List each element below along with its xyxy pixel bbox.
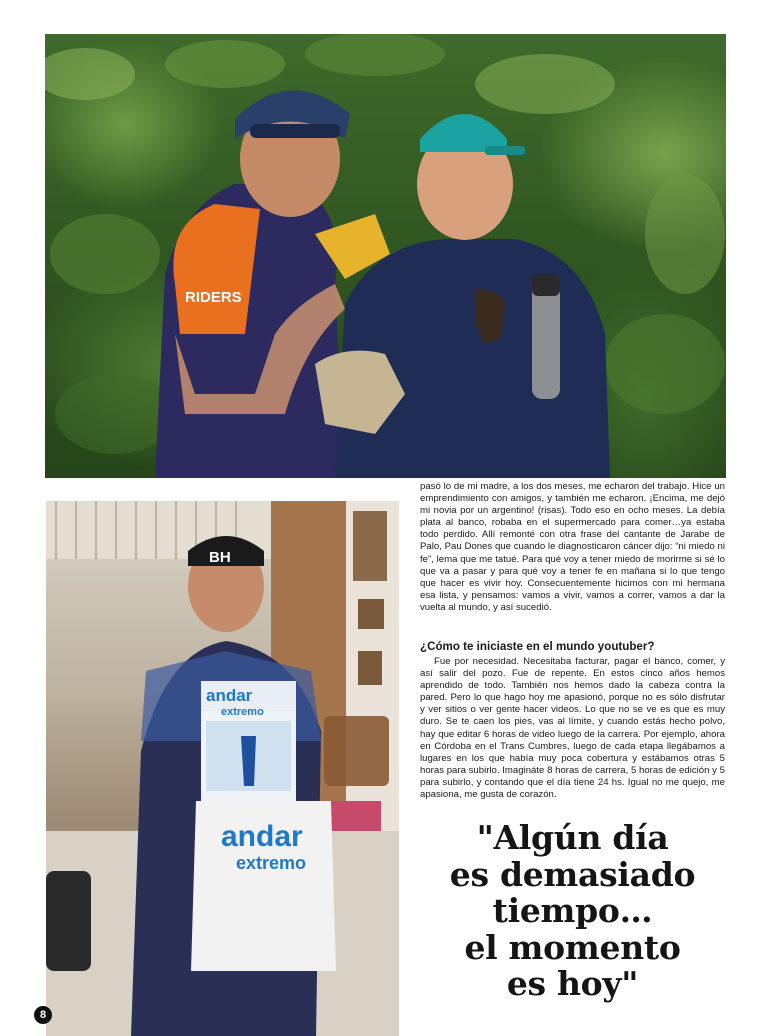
pull-quote: [420, 820, 725, 1003]
article-paragraph-text: pasó lo de mi madre, a los dos meses, me echaron del trabajo. Hice un emprendimiento con amigos, y también me echaron. ¡Encima, me dejó mi novia por un argentino! (risas). Todo eso en ocho meses. La debía plata al banco, robaba en el supermercado para comer…ya estaba todo perdido. Allí remonté con otra frase del cantante de Jarabe de Palo, Pau Dones que cuando le diagnosticaron cáncer dijo: “ni miedo ni fe”, lema que me tatué. Para qué voy a tener miedo de morirme si sé lo que va a pasar y para qué voy a tener fe en mañana si lo que tengo que hacer es vivir hoy. Consecuentemente hicimos con mi hermana esa lista, y pensamos: vamos a vivir, vamos a correr, vamos a dar la vuelta al mundo, y así sucedió.: [420, 481, 725, 613]
pull-quote-line: es hoy": [506, 964, 639, 1003]
photo-magazine-shirt: [46, 501, 399, 1036]
photo-magazine-shirt-illustration: [46, 501, 399, 1036]
pull-quote-line: "Algún día: [476, 818, 669, 857]
page-number: 8: [34, 1006, 52, 1024]
cap-text: BH: [209, 549, 231, 566]
magazine-title-2: extremo: [221, 706, 264, 718]
pull-quote-line: tiempo…: [492, 891, 653, 930]
pull-quote-line: es demasiado: [449, 854, 696, 894]
shirt-text-2: extremo: [236, 853, 307, 873]
interview-answer-text: Fue por necesidad. Necesitaba facturar, pagar el banco, comer, y así salir del pozo. Fue de repente. En estos cinco años hemos aprendido de todo. También nos hemos dado la cabeza contra la pared. Pero lo que hago hoy me apasionó, porque no es sólo disfrutar y ver sitios o ver gente hacer videos. Lo que no se ve es que es muy duro. Se te caen los pies, vas al límite, y cuando estás hecho polvo, hay que editar 6 horas de video luego de la carrera. Por ejemplo, ahora en Córdoba en el Trans Cumbres, luego de cada etapa llegábamos a lugares en los que había muy poca cobertura y estábamos otras 5 horas para subirlo. Imagináte 8 horas de carrera, 5 horas de edición y 5 para subirlo, y contando que el día tiene 24 hs. Igual no me quejo, me apasiona, me gusta de corazón.: [420, 656, 725, 801]
magazine-title-1: andar: [206, 686, 253, 705]
interview-answer: [420, 656, 725, 801]
photo-cyclists: [45, 34, 726, 478]
interview-question: ¿Cómo te iniciaste en el mundo youtuber?: [420, 640, 655, 653]
article-paragraph: [420, 481, 725, 614]
shirt-text-1: andar: [221, 820, 303, 853]
photo-cyclists-illustration: [45, 34, 726, 478]
pull-quote-line: el momento: [464, 927, 681, 967]
jersey-text: RIDERS: [185, 289, 242, 306]
